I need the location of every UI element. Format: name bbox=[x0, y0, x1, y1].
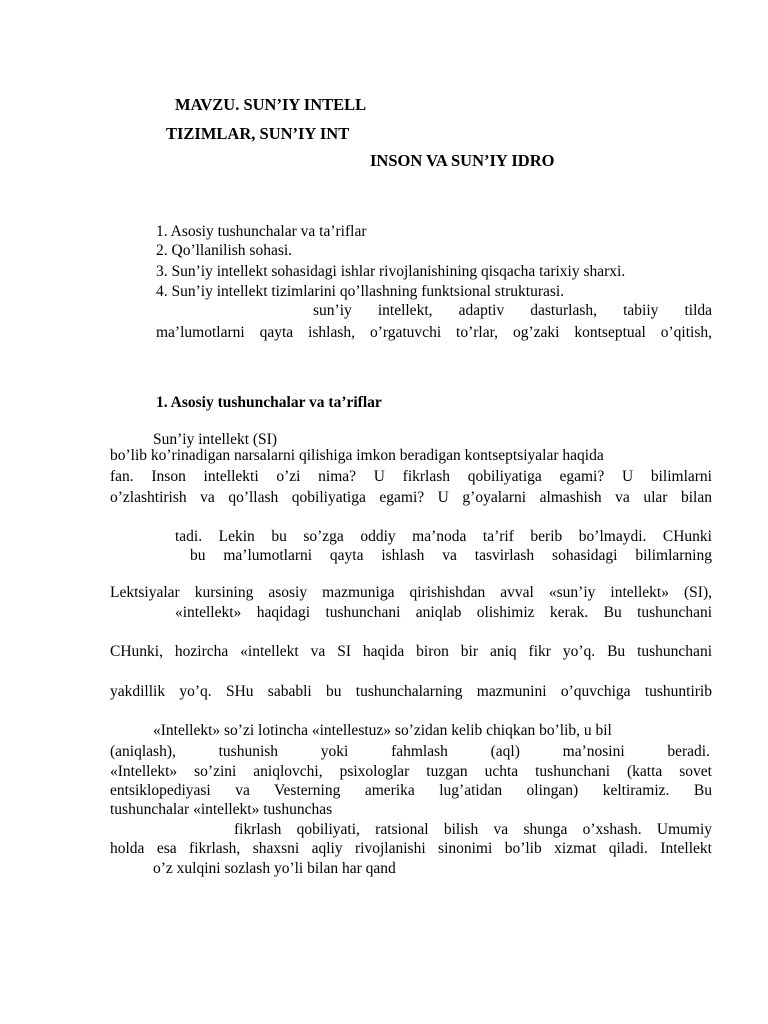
body-line-12: (aniqlash), tushunish yoki fahmlash (aql) ma’nosini beradi. bbox=[110, 743, 710, 760]
outline-item-3: 3. Sun’iy intellekt sohasidagi ishlar rivojlanishining qisqacha tarixiy sharxi. bbox=[156, 263, 626, 280]
body-line-2: bo’lib ko’rinadigan narsalarni qilishiga imkon beradigan kontseptsiyalar haqida bbox=[110, 447, 604, 464]
outline-item-2: 2. Qo’llanilish sohasi. bbox=[156, 242, 293, 259]
body-line-8: «intellekt» haqidagi tushunchani aniqlab olishimiz kerak. Bu tushunchani bbox=[175, 604, 712, 621]
body-line-15: tushunchalar «intellekt» tushunchas bbox=[110, 801, 333, 818]
outline-item-1: 1. Asosiy tushunchalar va ta’riflar bbox=[156, 223, 367, 240]
title-line-1: MAVZU. SUN’IY INTELL bbox=[175, 95, 367, 114]
body-line-3: fan. Inson intellekti o’zi nima? U fikrlash qobiliyatiga egami? U bilimlarni bbox=[110, 468, 712, 485]
body-line-6: bu ma’lumotlarni qayta ishlash va tasvirlash sohasidagi bilimlarning bbox=[190, 547, 712, 564]
body-line-5: tadi. Lekin bu so’zga oddiy ma’noda ta’rif berib bo’lmaydi. CHunki bbox=[175, 528, 712, 545]
body-line-13: «Intellekt» so’zini aniqlovchi, psixologlar tuzgan uchta tushunchani (katta sovet bbox=[110, 763, 712, 780]
body-line-18: o’z xulqini sozlash yo’li bilan har qand bbox=[153, 860, 396, 877]
title-line-2: TIZIMLAR, SUN’IY INT bbox=[166, 124, 350, 143]
title-line-3: INSON VA SUN’IY IDRO bbox=[370, 151, 555, 170]
body-line-7: Lektsiyalar kursining asosiy mazmuniga qirishishdan avval «sun’iy intellekt» (SI), bbox=[110, 584, 712, 601]
body-line-1: Sun’iy intellekt (SI) bbox=[153, 431, 277, 448]
body-line-9: CHunki, hozircha «intellekt va SI haqida biron bir aniq fikr yo’q. Bu tushunchani bbox=[110, 643, 712, 660]
outline-item-4: 4. Sun’iy intellekt tizimlarini qo’llashning funktsional strukturasi. bbox=[156, 283, 565, 300]
body-line-4: o’zlashtirish va qo’llash qobiliyatiga egami? U g’oyalarni almashish va ular bilan bbox=[110, 489, 712, 506]
body-line-17: holda esa fikrlash, shaxsni aqliy rivojlanishi sinonimi bo’lib xizmat qiladi. Intellekt bbox=[110, 840, 712, 857]
keywords-line-1: sun’iy intellekt, adaptiv dasturlash, tabiiy tilda bbox=[313, 302, 712, 319]
body-line-14: entsiklopediyasi va Vesterning amerika lug’atidan olingan) keltiramiz. Bu bbox=[110, 782, 712, 799]
keywords-line-2: ma’lumotlarni qayta ishlash, o’rgatuvchi to’rlar, og’zaki kontseptual o’qitish, bbox=[156, 324, 712, 341]
body-line-16: fikrlash qobiliyati, ratsional bilish va shunga o’xshash. Umumiy bbox=[234, 821, 712, 838]
body-line-10: yakdillik yo’q. SHu sababli bu tushunchalarning mazmunini o’quvchiga tushuntirib bbox=[110, 683, 712, 700]
body-line-11: «Intellekt» so’zi lotincha «intellestuz» so’zidan kelib chiqkan bo’lib, u bil bbox=[153, 722, 612, 739]
section-heading: 1. Asosiy tushunchalar va ta’riflar bbox=[156, 394, 382, 411]
